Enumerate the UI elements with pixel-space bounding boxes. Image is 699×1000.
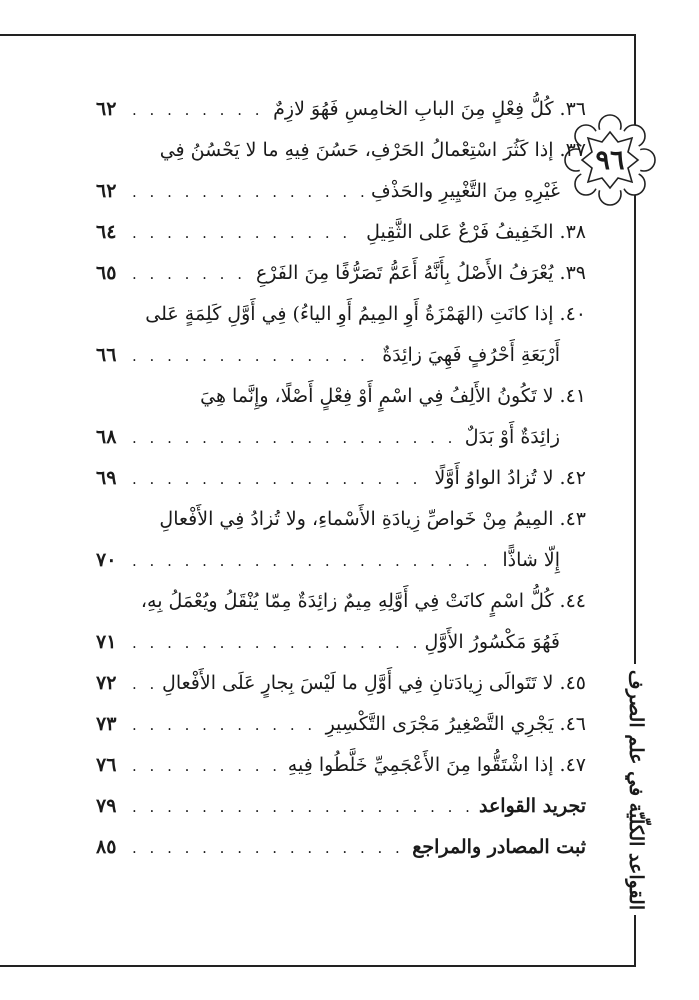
dot-leader xyxy=(132,470,428,488)
entry-number: ٤٧. xyxy=(559,754,586,776)
toc-entry-line[interactable] xyxy=(96,467,586,508)
entry-title: زائِدَةٌ أَوْ بَدَلٌ xyxy=(464,426,560,448)
toc-entry-line[interactable] xyxy=(96,836,586,877)
entry-title: كُلُّ اسْمٍ كانَتْ فِي أَوَّلِهِ مِيمٌ زائِدَةٌ مِمّا يُنْقَلُ ويُعْمَلُ بِهِ، xyxy=(140,590,554,612)
dot-leader xyxy=(132,552,496,570)
frame-right-rule-lower xyxy=(634,915,636,967)
entry-title: يَجْرِي التَّصْغِيرُ مَجْرَى التَّكْسِيرِ xyxy=(325,713,554,735)
entry-number: ٤٣. xyxy=(559,508,586,530)
entry-page-number: ٦٨ xyxy=(96,426,117,448)
toc-entry-line[interactable] xyxy=(96,221,586,262)
entry-number: ٤٤. xyxy=(559,590,586,612)
toc-entry-line[interactable] xyxy=(96,98,586,139)
entry-title: إذا اشْتَقُّوا مِنَ الأَعْجَمِيِّ خَلَّطُوا فِيهِ xyxy=(287,754,554,776)
entry-page-number: ٧٦ xyxy=(96,754,117,776)
entry-page-number: ٦٩ xyxy=(96,467,117,489)
frame-bottom-rule xyxy=(0,965,636,967)
toc-entry-line[interactable] xyxy=(96,590,586,631)
toc-entry-line[interactable] xyxy=(96,262,586,303)
entry-number: ٤١. xyxy=(559,385,586,407)
entry-title: كُلُّ فِعْلٍ مِنَ البابِ الخامِسِ فَهُوَ لازِمٌ xyxy=(273,98,554,120)
toc-entry-line[interactable] xyxy=(96,344,586,385)
entry-page-number: ٦٥ xyxy=(96,262,117,284)
entry-number: ٣٧. xyxy=(559,139,586,161)
dot-leader xyxy=(132,265,250,283)
entry-title: لا تَتَوالَى زِيادَتانِ فِي أَوَّلِ ما لَيْسَ بِجارٍ عَلَى الأَفْعالِ xyxy=(162,672,554,694)
dot-leader xyxy=(132,716,320,734)
toc-entry-line[interactable] xyxy=(96,631,586,672)
entry-number: ٤٠. xyxy=(559,303,586,325)
entry-page-number: ٧٢ xyxy=(96,672,117,694)
dot-leader xyxy=(132,675,156,693)
entry-page-number: ٧٠ xyxy=(96,549,117,571)
entry-title: أَرْبَعَةِ أَحْرُفٍ فَهِيَ زائِدَةٌ xyxy=(382,344,560,366)
toc-entry-line[interactable] xyxy=(96,426,586,467)
page-number: ٩٦ xyxy=(595,144,625,176)
toc-entry-line[interactable] xyxy=(96,795,586,836)
dot-leader xyxy=(132,798,473,816)
entry-page-number: ٧١ xyxy=(96,631,117,653)
entry-title: تجريد القواعد xyxy=(479,795,586,817)
dot-leader xyxy=(132,224,360,242)
entry-number: ٣٦. xyxy=(559,98,586,120)
toc-entry-line[interactable] xyxy=(96,508,586,549)
dot-leader xyxy=(132,839,406,857)
toc-entry-line[interactable] xyxy=(96,303,586,344)
toc-entry-line[interactable] xyxy=(96,180,586,221)
toc-entry-line[interactable] xyxy=(96,672,586,713)
entry-title: لا تَكُونُ الأَلِفُ فِي اسْمٍ أَوْ فِعْلٍ أَصْلًا، وإِنَّما هِيَ xyxy=(200,385,554,407)
entry-page-number: ٧٣ xyxy=(96,713,117,735)
dot-leader xyxy=(132,347,376,365)
entry-number: ٤٢. xyxy=(559,467,586,489)
running-title: القواعد الكلّيّة في علم الصرف xyxy=(625,669,648,911)
entry-page-number: ٨٥ xyxy=(96,836,117,858)
toc-entry-line[interactable] xyxy=(96,754,586,795)
dot-leader xyxy=(132,183,365,201)
toc-entry-line[interactable] xyxy=(96,713,586,754)
dot-leader xyxy=(132,634,419,652)
entry-number: ٤٦. xyxy=(559,713,586,735)
toc-entry-line[interactable] xyxy=(96,139,586,180)
entry-title: غَيْرِهِ مِنَ التَّغْيِيرِ والحَذْفِ xyxy=(371,180,560,202)
entry-page-number: ٧٩ xyxy=(96,795,117,817)
entry-title: لا تُزادُ الواوُ أَوَّلًا xyxy=(434,467,554,489)
entry-title: ثبت المصادر والمراجع xyxy=(412,836,586,858)
entry-title: فَهُوَ مَكْسُورُ الأَوَّلِ xyxy=(424,631,560,653)
entry-number: ٣٨. xyxy=(559,221,586,243)
entry-title: يُعْرَفُ الأَصْلُ بِأَنَّهُ أَعَمُّ تَصَرُّفًا مِنَ الفَرْعِ xyxy=(255,262,554,284)
entry-title: إِلّا شاذًّا xyxy=(502,549,560,571)
entry-title: إذا كَثُرَ اسْتِعْمالُ الحَرْفِ، حَسُنَ فِيهِ ما لا يَحْسُنُ فِي xyxy=(159,139,554,161)
toc-entry-line[interactable] xyxy=(96,385,586,426)
entry-page-number: ٦٤ xyxy=(96,221,117,243)
entry-number: ٣٩. xyxy=(559,262,586,284)
entry-title: المِيمُ مِنْ خَواصِّ زِيادَةِ الأَسْماءِ، ولا تُزادُ فِي الأَفْعالِ xyxy=(159,508,554,530)
entry-title: الخَفِيفُ فَرْعٌ عَلى الثَّقِيلِ xyxy=(366,221,554,243)
dot-leader xyxy=(132,429,459,447)
entry-title: إذا كانَتِ (الهَمْزَةُ أَوِ المِيمُ أَوِ الياءُ) فِي أَوَّلِ كَلِمَةٍ عَلى xyxy=(145,303,554,325)
frame-top-rule xyxy=(0,34,636,36)
entry-page-number: ٦٦ xyxy=(96,344,117,366)
table-of-contents xyxy=(96,98,586,877)
toc-entry-line[interactable] xyxy=(96,549,586,590)
entry-page-number: ٦٢ xyxy=(96,98,117,120)
running-title-vertical xyxy=(588,662,684,918)
dot-leader xyxy=(132,757,282,775)
dot-leader xyxy=(132,101,267,119)
entry-page-number: ٦٢ xyxy=(96,180,117,202)
entry-number: ٤٥. xyxy=(559,672,586,694)
